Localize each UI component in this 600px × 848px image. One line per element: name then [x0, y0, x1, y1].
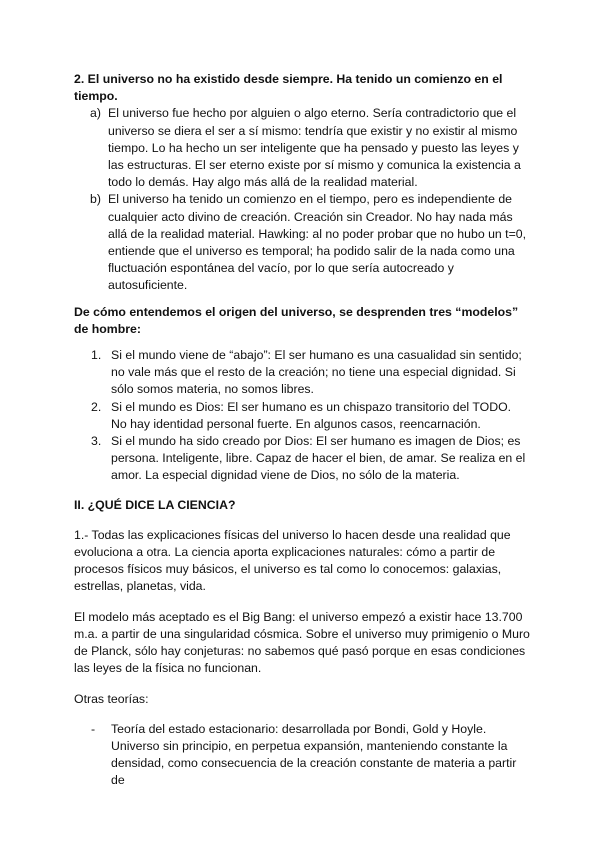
section-2-list: [74, 105, 530, 294]
list-item: [74, 721, 530, 790]
list-item-text: Si el mundo ha sido creado por Dios: El ser humano es imagen de Dios; es persona. Inteligente, libre. Capaz de hacer el bien, de amar. Se realiza en el amor. La especial dignidad viene de Dios, no sólo de la materia.: [111, 434, 526, 483]
list-item-text: Si el mundo viene de “abajo”: El ser humano es una casualidad sin sentido; no vale más que el resto de la creación; no tiene una especial dignidad. Si sólo somos materia, no somos libres.: [111, 348, 522, 397]
science-paragraph-1: 1.- Todas las explicaciones físicas del universo lo hacen desde una realidad que evoluciona a otra. La ciencia aporta explicaciones naturales: cómo a partir de procesos físicos muy básicos, el universo es tal como lo conocemos: galaxias, estrellas, planetas, vida.: [74, 527, 511, 594]
theories-list: [74, 721, 530, 790]
other-theories-label: Otras teorías:: [74, 691, 149, 706]
list-marker: 3.: [91, 434, 102, 449]
science-paragraph-2: El modelo más aceptado es el Big Bang: el universo empezó a existir hace 13.700 m.a. a partir de una singularidad cósmica. Sobre el universo muy primigenio o Muro de Planck, sólo hay conjeturas: no sabemos qué pasó porque en esas condiciones las leyes de la física no funcionan.: [74, 609, 530, 676]
list-item: [74, 347, 530, 399]
list-item-text: Teoría del estado estacionario: desarrollada por Bondi, Gold y Hoyle. Universo sin principio, en perpetua expansión, manteniendo constante la densidad, como consecuencia de la creación constante de materia a partir de: [111, 721, 517, 788]
list-item-text: Si el mundo es Dios: El ser humano es un chispazo transitorio del TODO. No hay identidad personal fuerte. En algunos casos, reencarnación.: [111, 399, 512, 431]
list-item: [74, 433, 530, 485]
science-heading: II. ¿QUÉ DICE LA CIENCIA?: [74, 497, 236, 512]
models-heading: De cómo entendemos el origen del universo, se desprenden tres “modelos” de hombre:: [74, 304, 519, 336]
list-marker: b): [90, 192, 101, 207]
list-marker: -: [91, 721, 96, 736]
list-item: [74, 191, 530, 294]
document-content: [74, 71, 530, 790]
list-item-text: El universo fue hecho por alguien o algo eterno. Sería contradictorio que el universo se diera el ser a sí mismo: tendría que existir y no existir al mismo tiempo. Lo ha hecho un ser inteligente que ha pensado y puesto las leyes y las estructuras. El ser eterno existe por sí mismo y comunica la existencia a todo lo demás. Hay algo más allá de la realidad material.: [108, 106, 521, 190]
list-item-text: El universo ha tenido un comienzo en el tiempo, pero es independiente de cualquier acto divino de creación. Creación sin Creador. No hay nada más allá de la realidad material. Hawking: al no poder probar que no hubo un t=0, entiende que el universo es temporal; ha podido salir de la nada como una fluctuación espontánea del vacío, por lo que sería autocreado y autosuficiente.: [108, 192, 527, 293]
list-item: [74, 105, 530, 191]
list-marker: a): [90, 106, 101, 121]
models-list: [74, 347, 530, 485]
list-item: [74, 399, 530, 433]
section-2-heading: 2. El universo no ha existido desde siempre. Ha tenido un comienzo en el tiempo.: [74, 72, 503, 104]
list-marker: 2.: [91, 399, 102, 414]
list-marker: 1.: [91, 348, 102, 363]
